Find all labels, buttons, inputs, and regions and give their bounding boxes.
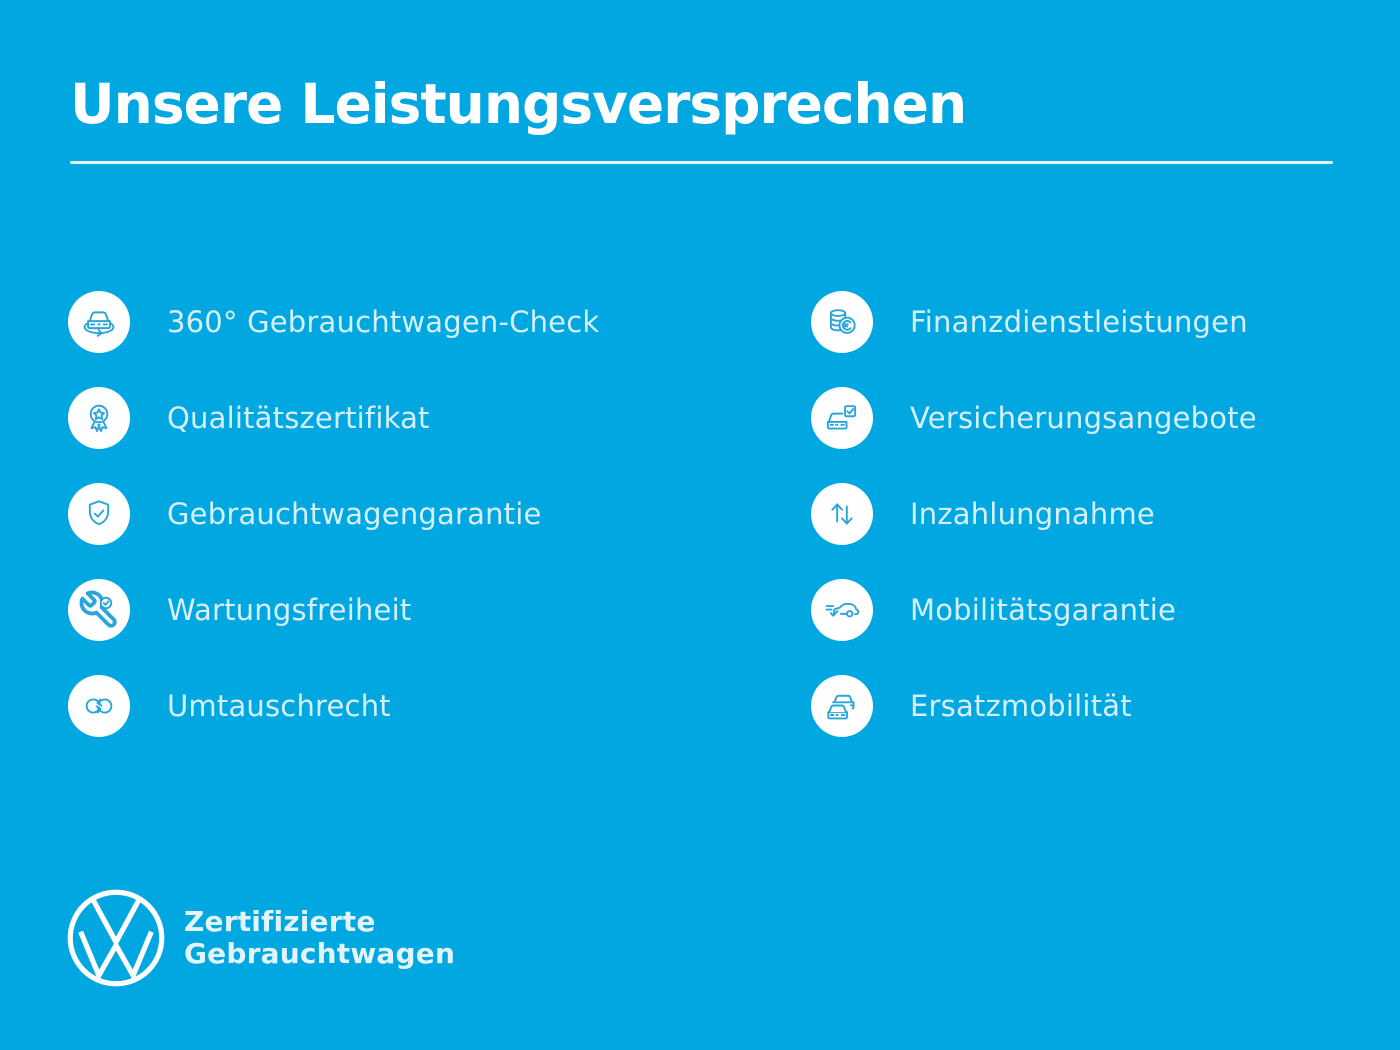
promise-item — [811, 675, 1257, 737]
promise-label: Umtauschrecht — [167, 689, 391, 723]
vw-logo-icon — [64, 886, 168, 990]
promise-label: Ersatzmobilität — [910, 689, 1132, 723]
medal-icon — [68, 387, 130, 449]
promise-label: Finanzdienstleistungen — [910, 305, 1248, 339]
promise-label: Wartungsfreiheit — [167, 593, 412, 627]
title-divider — [70, 161, 1333, 164]
promise-item — [811, 579, 1257, 641]
promise-label: Qualitätszertifikat — [167, 401, 430, 435]
promise-item — [68, 579, 599, 641]
promise-item — [68, 675, 599, 737]
shield-check-icon — [68, 483, 130, 545]
promise-item — [811, 483, 1257, 545]
footer — [64, 886, 455, 990]
promise-item — [68, 387, 599, 449]
promise-label: Gebrauchtwagengarantie — [167, 497, 542, 531]
car-speed-check-icon — [811, 579, 873, 641]
car-360-icon — [68, 291, 130, 353]
promise-label: Mobilitätsgarantie — [910, 593, 1177, 627]
brand-lockup — [184, 906, 455, 971]
two-cars-icon — [811, 675, 873, 737]
promise-column-right — [811, 291, 1257, 771]
brand-line1: Zertifizierte — [184, 904, 376, 938]
brand-line2: Gebrauchtwagen — [184, 937, 456, 970]
promise-item — [811, 387, 1257, 449]
coins-euro-icon — [811, 291, 873, 353]
arrows-up-down-icon — [811, 483, 873, 545]
exchange-arrows-icon — [68, 675, 130, 737]
car-checkbox-icon — [811, 387, 873, 449]
promise-item — [68, 291, 599, 353]
promise-item — [68, 483, 599, 545]
promise-item — [811, 291, 1257, 353]
promise-label: Versicherungsangebote — [910, 401, 1257, 435]
promise-label: 360° Gebrauchtwagen-Check — [167, 305, 600, 339]
wrench-check-icon — [68, 579, 130, 641]
promise-column-left — [68, 291, 599, 771]
promise-label: Inzahlungnahme — [910, 497, 1155, 531]
page-title: Unsere Leistungsversprechen — [70, 72, 967, 136]
